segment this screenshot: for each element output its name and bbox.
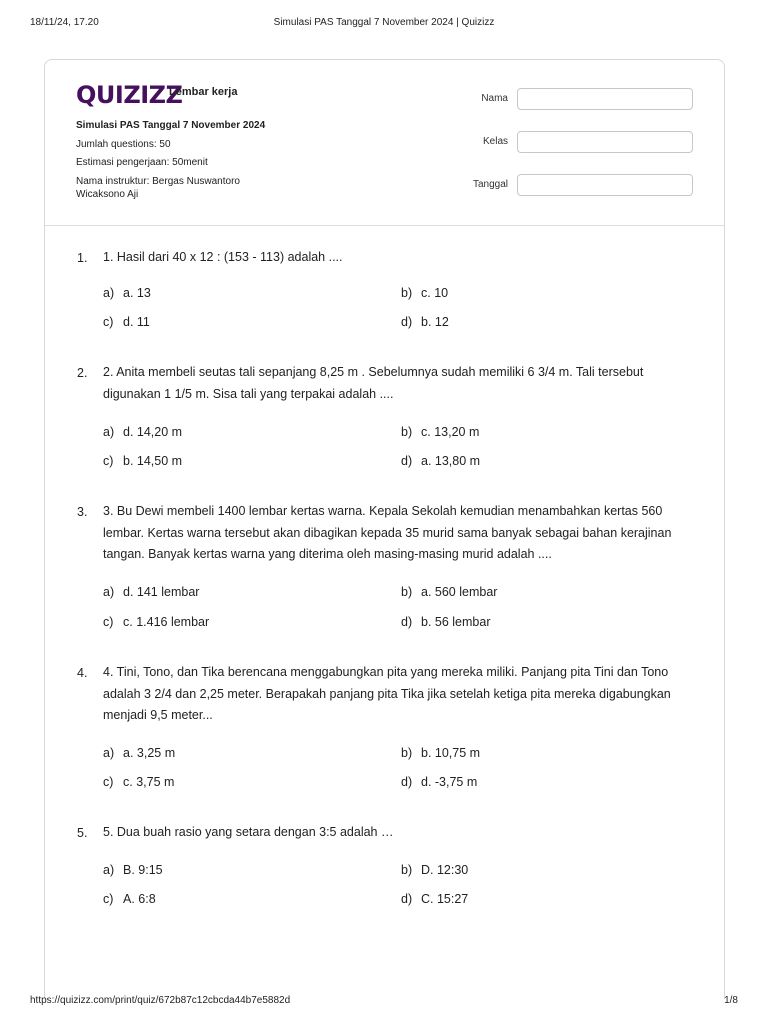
option-text: a. 13 xyxy=(123,286,151,300)
option-d xyxy=(401,892,468,906)
print-footer xyxy=(30,995,738,1009)
option-text: b. 12 xyxy=(421,315,449,329)
option-c xyxy=(103,892,156,906)
option-letter: c) xyxy=(103,454,114,468)
print-datetime: 18/11/24, 17.20 xyxy=(30,17,99,28)
question-number: 1. xyxy=(77,251,88,265)
option-text: c. 3,75 m xyxy=(123,775,175,789)
option-text: a. 560 lembar xyxy=(421,585,498,599)
option-text: A. 6:8 xyxy=(123,892,156,906)
option-text: d. -3,75 m xyxy=(421,775,478,789)
option-text: b. 14,50 m xyxy=(123,454,183,468)
option-letter: d) xyxy=(401,892,413,906)
option-text: d. 14,20 m xyxy=(123,425,183,439)
quizizz-logo: QUIZIZZ xyxy=(76,81,183,109)
option-letter: a) xyxy=(103,863,115,877)
option-letter: b) xyxy=(401,746,413,760)
instructor-name: Nama instruktur: Bergas Nuswantoro Wicaksono Aji xyxy=(76,176,240,200)
option-b xyxy=(401,425,479,439)
time-estimate: Estimasi pengerjaan: 50menit xyxy=(76,157,208,168)
question-number: 3. xyxy=(77,505,88,519)
option-text: b. 56 lembar xyxy=(421,615,491,629)
question-number: 4. xyxy=(77,666,88,680)
page-number: 1/8 xyxy=(724,995,738,1006)
option-letter: c) xyxy=(103,615,114,629)
print-page-title: Simulasi PAS Tanggal 7 November 2024 | Quizizz xyxy=(273,17,495,28)
questions-count: Jumlah questions: 50 xyxy=(76,139,171,150)
option-text: d. 141 lembar xyxy=(123,585,200,599)
option-text: B. 9:15 xyxy=(123,863,163,877)
question-number: 2. xyxy=(77,366,88,380)
option-letter: d) xyxy=(401,454,413,468)
question-text: 3. Bu Dewi membeli 1400 lembar kertas warna. Kepala Sekolah kemudian menambahkan kertas 560 lembar. Kertas warna tersebut akan dibagikan kepada 35 murid sama banyak sebagai bahan kerajinan tangan. Banyak kertas warna yang diterima oleh masing-masing murid adalah .... xyxy=(103,504,672,562)
option-b xyxy=(401,585,497,599)
option-d xyxy=(401,615,490,629)
option-a xyxy=(103,286,151,300)
question-number: 5. xyxy=(77,826,88,840)
quiz-title: Simulasi PAS Tanggal 7 November 2024 xyxy=(76,120,266,131)
option-text: c. 13,20 m xyxy=(421,425,480,439)
option-text: c. 1.416 lembar xyxy=(123,615,210,629)
option-d xyxy=(401,315,449,329)
print-header xyxy=(30,17,738,31)
option-a xyxy=(103,425,182,439)
question-text: 2. Anita membeli seutas tali sepanjang 8,25 m . Sebelumnya sudah memiliki 6 3/4 m. Tali tersebut digunakan 1 1/5 m. Sisa tali yang terpakai adalah .... xyxy=(103,365,644,401)
option-d xyxy=(401,775,477,789)
option-c xyxy=(103,615,209,629)
question-text: 1. Hasil dari 40 x 12 : (153 - 113) adalah .... xyxy=(103,250,343,264)
option-letter: b) xyxy=(401,425,413,439)
worksheet-card xyxy=(44,59,725,999)
option-letter: a) xyxy=(103,425,115,439)
option-letter: b) xyxy=(401,286,413,300)
option-text: a. 3,25 m xyxy=(123,746,176,760)
name-label: Nama xyxy=(481,93,508,104)
class-label: Kelas xyxy=(482,136,508,147)
option-text: C. 15:27 xyxy=(421,892,469,906)
option-a xyxy=(103,863,163,877)
option-letter: a) xyxy=(103,585,115,599)
option-a xyxy=(103,585,199,599)
option-letter: d) xyxy=(401,775,413,789)
worksheet-subtitle: Lembar kerja xyxy=(169,86,238,98)
option-letter: d) xyxy=(401,615,413,629)
option-b xyxy=(401,746,480,760)
option-d xyxy=(401,454,480,468)
option-letter: b) xyxy=(401,863,413,877)
option-c xyxy=(103,454,182,468)
option-c xyxy=(103,775,174,789)
option-text: a. 13,80 m xyxy=(421,454,481,468)
question-text: 5. Dua buah rasio yang setara dengan 3:5 adalah … xyxy=(103,825,394,839)
option-letter: a) xyxy=(103,286,115,300)
option-letter: d) xyxy=(401,315,413,329)
option-c xyxy=(103,315,150,329)
option-letter: c) xyxy=(103,892,114,906)
print-url[interactable]: https://quizizz.com/print/quiz/672b87c12cbcda44b7e5882d xyxy=(30,995,291,1006)
class-input[interactable] xyxy=(517,131,693,153)
option-text: d. 11 xyxy=(123,315,150,329)
question-text: 4. Tini, Tono, dan Tika berencana menggabungkan pita yang mereka miliki. Panjang pita Tini dan Tono adalah 3 2/4 dan 2,25 meter. Berapakah panjang pita Tika jika setelah ketiga pita mereka digabungkan menjadi 9,5 meter... xyxy=(103,665,671,723)
name-input[interactable] xyxy=(517,88,693,110)
option-letter: c) xyxy=(103,775,114,789)
option-text: c. 10 xyxy=(421,286,449,300)
option-letter: b) xyxy=(401,585,413,599)
option-a xyxy=(103,746,175,760)
option-letter: a) xyxy=(103,746,115,760)
option-text: b. 10,75 m xyxy=(421,746,481,760)
option-letter: c) xyxy=(103,315,114,329)
worksheet-header xyxy=(45,60,724,226)
date-input[interactable] xyxy=(517,174,693,196)
option-b xyxy=(401,863,468,877)
date-label: Tanggal xyxy=(472,179,508,190)
option-text: D. 12:30 xyxy=(421,863,469,877)
option-b xyxy=(401,286,448,300)
